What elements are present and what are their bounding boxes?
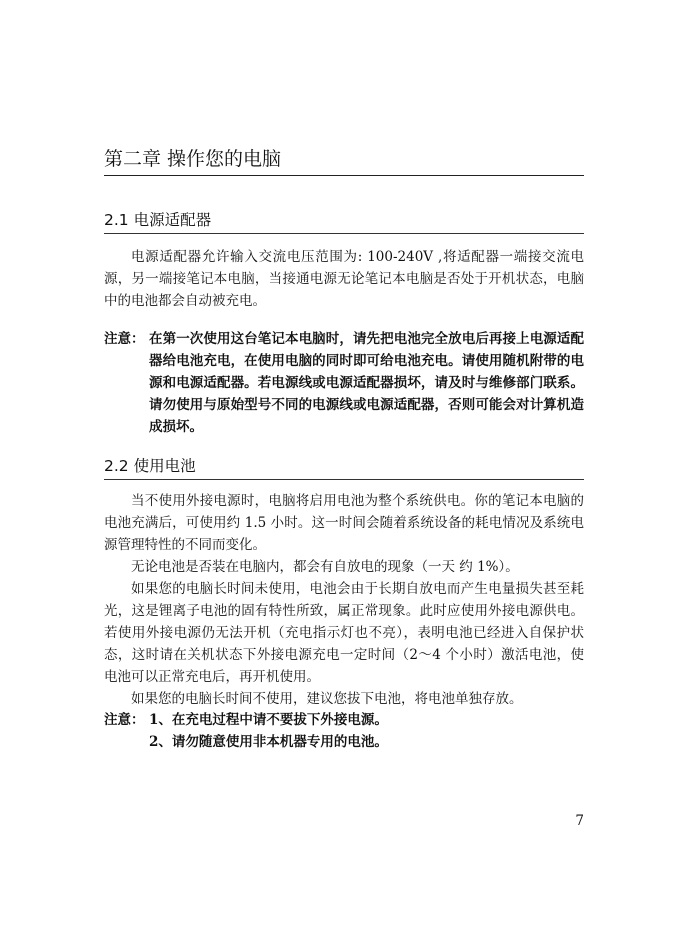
note-item: 2、请勿随意使用非本机器专用的电池。 — [149, 734, 388, 750]
note-first-use — [104, 328, 584, 438]
paragraph: 电源适配器允许输入交流电压范围为: 100-240V ,将适配器一端接交流电源，另一端接笔记本电脑，当接通电源无论笔记本电脑是否处于开机状态，电脑中的电池都会自动被充电。 — [104, 249, 584, 309]
note-label: 注意： — [104, 712, 145, 728]
section-heading-battery: 2.2 使用电池 — [104, 455, 584, 480]
paragraph: 当不使用外接电源时，电脑将启用电池为整个系统供电。你的笔记本电脑的电池充满后，可使用约 1.5 小时。这一时间会随着系统设备的耗电情况及系统电源管理特性的不同而变化。 — [104, 493, 584, 553]
note-label: 注意： — [104, 331, 145, 347]
note-list — [149, 709, 584, 753]
note-item: 1、在充电过程中请不要拔下外接电源。 — [149, 712, 388, 728]
section-heading-power-adapter: 2.1 电源适配器 — [104, 209, 584, 234]
section-body-power-adapter — [104, 246, 584, 312]
note-text: 在第一次使用这台笔记本电脑时，请先把电池完全放电后再接上电源适配器给电池充电，在使用电脑的同时即可给电池充电。请使用随机附带的电源和电源适配器。若电源线或电源适配器损坏，请及时与维修部门联系。请勿使用与原始型号不同的电源线或电源适配器，否则可能会对计算机造成损坏。 — [149, 331, 584, 435]
page-number: 7 — [575, 813, 584, 829]
paragraph: 如果您的电脑长时间不使用，建议您拔下电池，将电池单独存放。 — [131, 691, 523, 707]
paragraph: 无论电池是否装在电脑内，都会有自放电的现象（一天 约 1%）。 — [131, 559, 519, 575]
note-battery — [104, 709, 584, 753]
paragraph: 如果您的电脑长时间未使用，电池会由于长期自放电而产生电量损失甚至耗光，这是锂离子电池的固有特性所致，属正常现象。此时应使用外接电源供电。若使用外接电源仍无法开机（充电指示灯也不亮），表明电池已经进入自保护状态，这时请在关机状态下外接电源充电一定时间（2～4 个小时）激活电池，使电池可以正常充电后，再开机使用。 — [104, 581, 584, 685]
section-body-battery — [104, 490, 584, 710]
chapter-title: 第二章 操作您的电脑 — [104, 146, 584, 176]
